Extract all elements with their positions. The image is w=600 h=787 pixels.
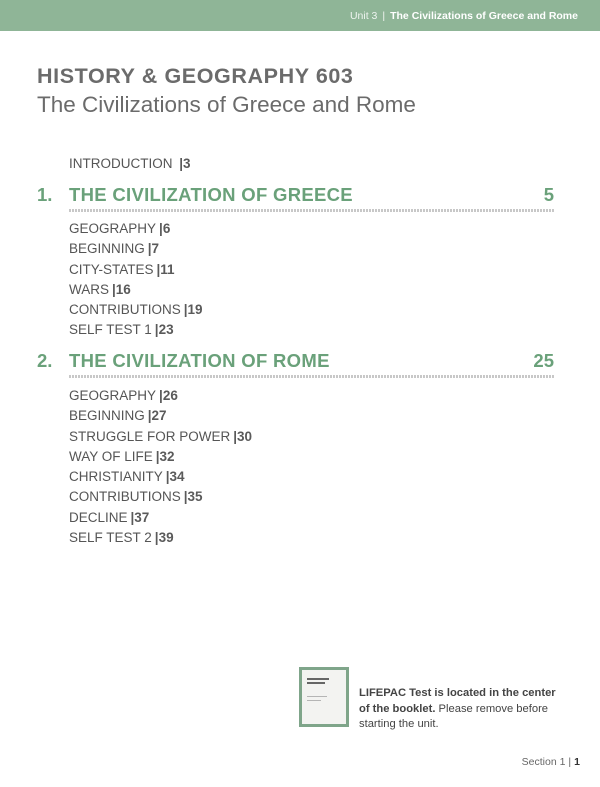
- page-footer: [522, 756, 580, 768]
- notice-text: [359, 686, 559, 733]
- section-title: THE CIVILIZATION OF GREECE: [69, 184, 353, 205]
- toc-entry-label: SELF TEST 1: [69, 322, 152, 338]
- toc-entry-page: 26: [162, 388, 178, 403]
- footer-separator: |: [568, 756, 572, 768]
- course-title: HISTORY & GEOGRAPHY 603: [37, 64, 354, 88]
- toc-entry-introduction: [69, 156, 191, 171]
- toc-entry: [69, 508, 252, 528]
- toc-entry-page-separator: |: [130, 509, 135, 525]
- toc-entry-label: CHRISTIANITY: [69, 469, 163, 485]
- toc-entry-page-separator: |: [147, 408, 152, 424]
- toc-entry-label: CONTRIBUTIONS: [69, 302, 181, 318]
- toc-entry-label: DECLINE: [69, 509, 128, 525]
- toc-entry-page-separator: |: [183, 489, 188, 505]
- toc-entry-label: GEOGRAPHY: [69, 221, 157, 236]
- section-page: 5: [543, 184, 554, 205]
- toc-entry-page-separator: |: [112, 281, 116, 297]
- toc-entry-page-separator: |: [183, 302, 188, 318]
- toc-entry-page-separator: |: [154, 530, 159, 546]
- toc-entry-page: 32: [159, 448, 175, 464]
- toc-entry-label: GEOGRAPHY: [69, 388, 157, 403]
- page-number: 1: [574, 756, 580, 768]
- unit-label: Unit 3: [349, 9, 378, 22]
- section-page: 25: [533, 350, 554, 371]
- notice-normal-text: Please remove before starting the unit.: [359, 702, 549, 730]
- toc-entry-label: SELF TEST 2: [69, 530, 152, 546]
- toc-entry-label: INTRODUCTION: [69, 156, 173, 171]
- toc-entry-label: CITY-STATES: [69, 261, 154, 277]
- dotted-rule: [69, 209, 554, 212]
- toc-entry-page: 37: [134, 509, 150, 525]
- toc-entry-page: 6: [162, 221, 171, 236]
- section-number: 2.: [37, 350, 53, 371]
- toc-entry: [69, 386, 252, 406]
- toc-entry: [69, 447, 252, 467]
- toc-entry-label: STRUGGLE FOR POWER: [69, 428, 231, 444]
- toc-entry-page-separator: |: [233, 428, 238, 444]
- toc-entry-page: 35: [187, 489, 203, 505]
- toc-entry: [69, 320, 203, 340]
- booklet-text-line: [307, 700, 321, 701]
- toc-entry-page: 34: [169, 469, 185, 485]
- toc-entry-label: WARS: [69, 281, 109, 297]
- toc-entry-label: CONTRIBUTIONS: [69, 489, 181, 505]
- toc-entry: [69, 239, 203, 259]
- section-heading-greece: [37, 182, 554, 212]
- toc-entry-page-separator: |: [155, 448, 160, 464]
- toc-entry-page-separator: |: [147, 241, 152, 257]
- toc-entry-page: 11: [160, 261, 175, 277]
- toc-entry-page: 27: [151, 408, 167, 424]
- dotted-rule: [69, 375, 554, 378]
- section-heading-rome: [37, 348, 554, 378]
- header-bar: [0, 0, 600, 31]
- section-number: 1.: [37, 184, 53, 205]
- toc-entry: [69, 406, 252, 426]
- section-title: THE CIVILIZATION OF ROME: [69, 350, 330, 371]
- header-separator: |: [382, 9, 386, 22]
- toc-entry-page-separator: |: [165, 469, 170, 485]
- toc-entry: [69, 487, 252, 507]
- section-1-contents: [69, 219, 203, 341]
- booklet-text-line: [307, 696, 327, 697]
- toc-entry-page-separator: |: [159, 388, 163, 403]
- toc-entry: [69, 300, 203, 320]
- toc-entry-page: 3: [183, 156, 191, 171]
- toc-entry-page-separator: |: [156, 261, 161, 277]
- booklet-title-line: [307, 678, 329, 680]
- toc-entry: [69, 427, 252, 447]
- toc-entry-page-separator: |: [159, 221, 163, 236]
- toc-entry: [69, 467, 252, 487]
- toc-entry-label: WAY OF LIFE: [69, 448, 153, 464]
- title-block: [37, 64, 416, 118]
- notice-bold-text: LIFEPAC Test is located in the center of the booklet.: [359, 687, 556, 715]
- toc-entry-page-separator: |: [179, 156, 184, 171]
- toc-entry-page: 16: [115, 281, 131, 297]
- toc-entry-page: 39: [158, 530, 174, 546]
- toc-entry: [69, 260, 203, 280]
- lifepac-test-notice: [299, 667, 559, 730]
- course-subtitle: The Civilizations of Greece and Rome: [37, 92, 416, 117]
- toc-entry: [69, 528, 252, 548]
- toc-entry-page: 7: [151, 241, 160, 257]
- section-2-contents: [69, 386, 252, 548]
- toc-entry-page: 23: [158, 322, 174, 338]
- toc-entry-page: 30: [237, 428, 253, 444]
- toc-entry-label: BEGINNING: [69, 408, 145, 424]
- booklet-title-line: [307, 682, 325, 684]
- unit-title: The Civilizations of Greece and Rome: [390, 9, 578, 22]
- toc-entry: [69, 219, 203, 239]
- toc-entry-page-separator: |: [154, 322, 159, 338]
- toc-entry-page: 19: [187, 302, 203, 318]
- booklet-thumbnail-icon: [299, 667, 349, 727]
- booklet-cover: [302, 670, 346, 724]
- footer-section-label: Section 1: [521, 756, 566, 768]
- toc-entry: [69, 280, 203, 300]
- toc-entry-label: BEGINNING: [69, 241, 145, 257]
